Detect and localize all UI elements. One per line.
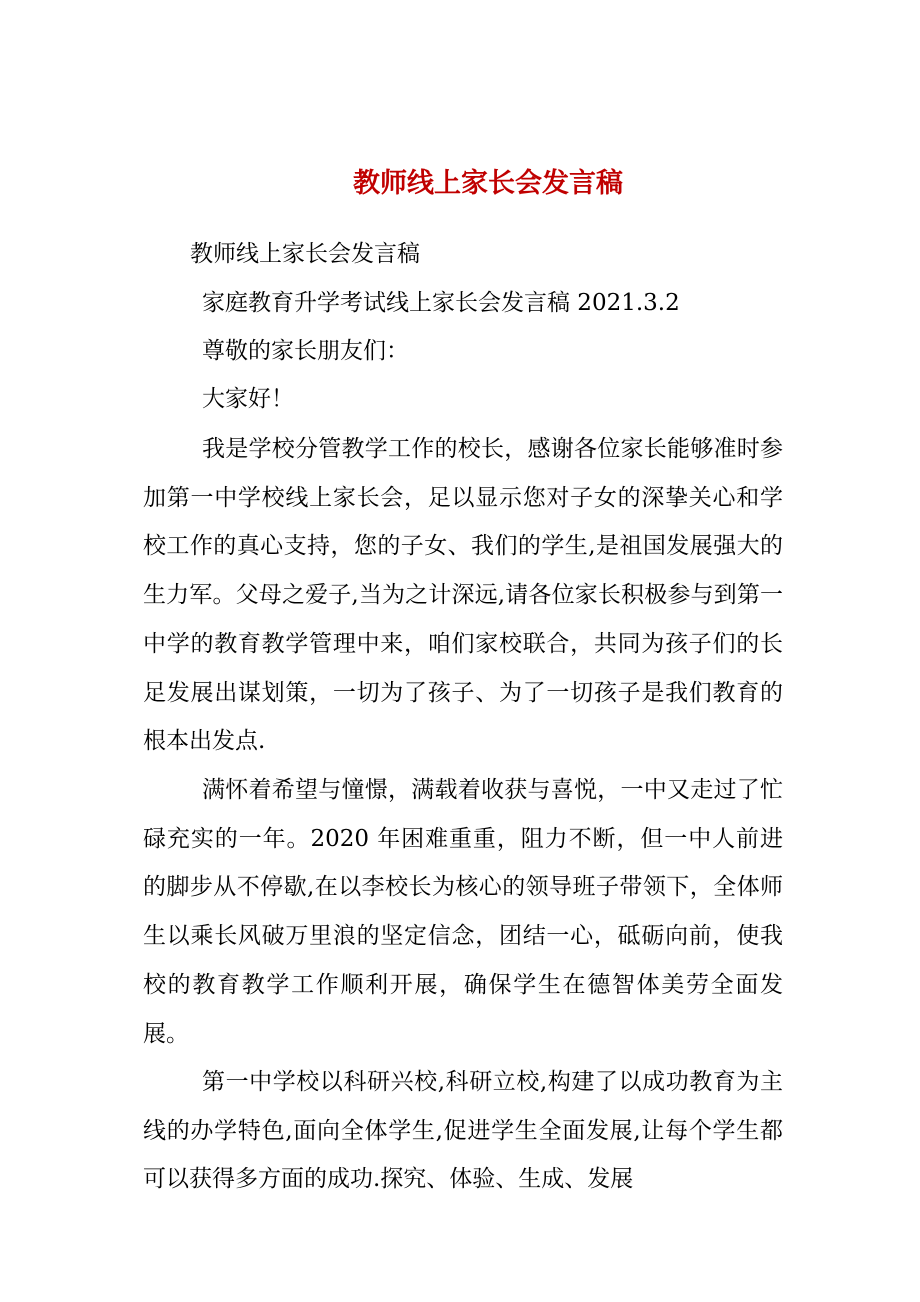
body-paragraph-1: 我是学校分管教学工作的校长，感谢各位家长能够准时参加第一中学校线上家长会，足以显示您对子女的深挚关心和学校工作的真心支持，您的子女、我们的学生,是祖国发展强大的生力军。父母之爱子,当为之计深远,请各位家长积极参与到第一中学的教育教学管理中来，咱们家校联合，共同为孩子们的长足发展出谋划策，一切为了孩子、为了一切孩子是我们教育的根本出发点. <box>143 436 783 755</box>
document-title: 教师线上家长会发言稿 <box>353 168 623 199</box>
body-paragraph-3: 第一中学校以科研兴校,科研立校,构建了以成功教育为主线的办学特色,面向全体学生,促进学生全面发展,让每个学生都可以获得多方面的成功.探究、体验、生成、发展 <box>143 1069 783 1193</box>
document-subtitle: 教师线上家长会发言稿 <box>190 241 420 267</box>
salutation: 尊敬的家长朋友们： <box>202 338 409 364</box>
body-paragraph-2: 满怀着希望与憧憬，满载着收获与喜悦，一中又走过了忙碌充实的一年。2020 年困难重重，阻力不断，但一中人前进的脚步从不停歇,在以李校长为核心的领导班子带领下，全体师生以乘长风破万里浪的坚定信念，团结一心，砥砺向前，使我校的教育教学工作顺利开展，确保学生在德智体美劳全面发展。 <box>143 777 783 1047</box>
subject-line: 家庭教育升学考试线上家长会发言稿 2021.3.2 <box>202 290 680 316</box>
greeting: 大家好！ <box>202 386 294 412</box>
